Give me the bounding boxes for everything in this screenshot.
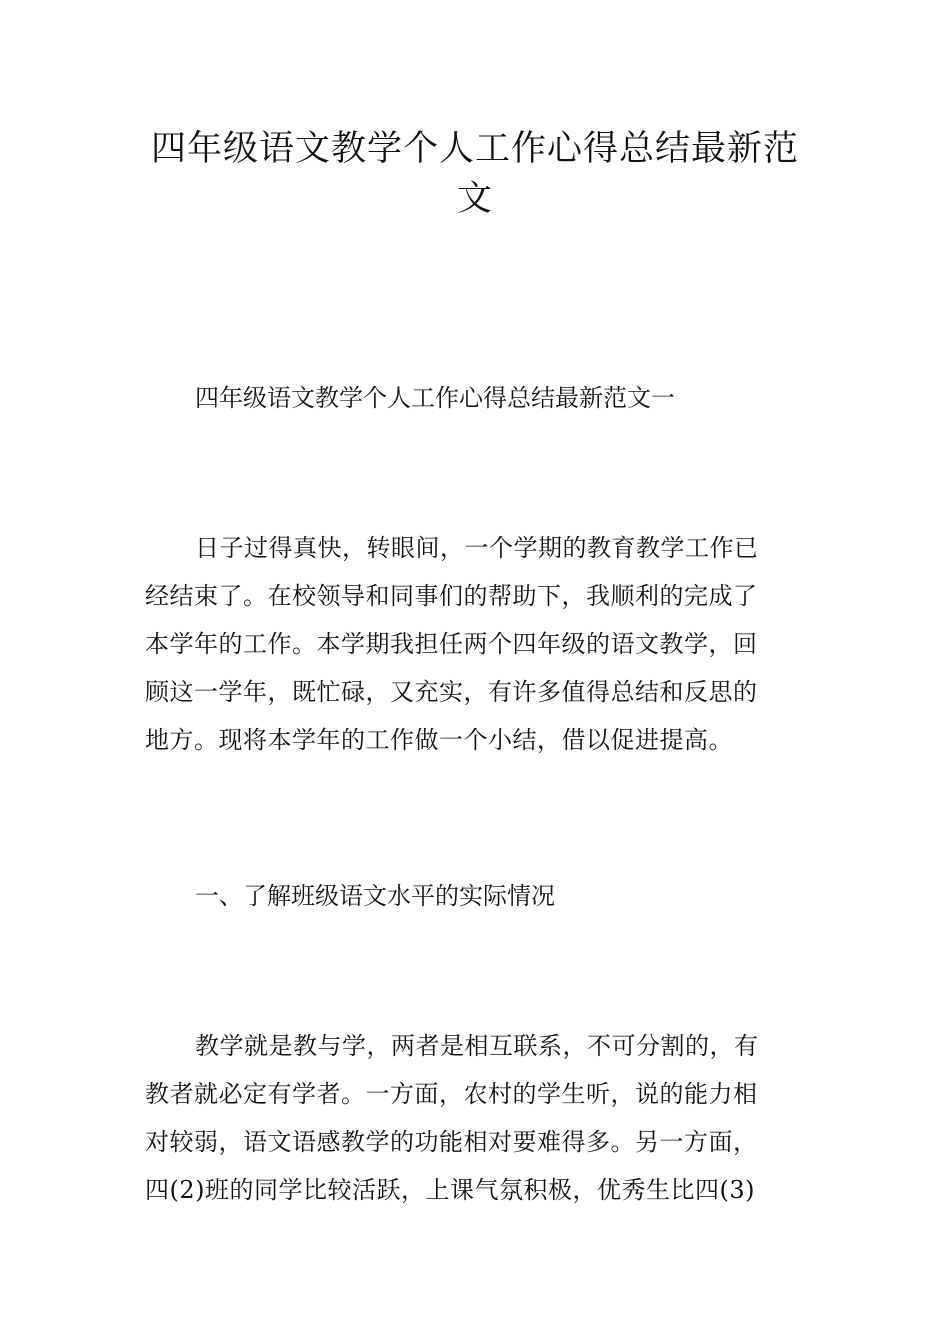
paragraph-line: 经结束了。在校领导和同事们的帮助下，我顺利的完成了: [145, 582, 758, 610]
paragraph-line: 教学就是教与学，两者是相互联系，不可分割的，有: [195, 1032, 759, 1060]
title-line-2: 文: [456, 179, 493, 219]
paragraph-intro: [145, 524, 805, 764]
paragraph-line: 本学年的工作。本学期我担任两个四年级的语文教学，回: [145, 630, 758, 658]
paragraph-line: 教者就必定有学者。一方面，农村的学生听，说的能力相: [145, 1080, 758, 1108]
section-heading-1: 一、了解班级语文水平的实际情况: [195, 882, 555, 910]
paragraph-line: 四(2)班的同学比较活跃，上课气氛积极，优秀生比四(3): [145, 1176, 755, 1204]
paragraph-line: 日子过得真快，转眼间，一个学期的教育教学工作已: [195, 534, 759, 562]
paragraph-section-1: [145, 1022, 805, 1214]
subtitle-heading: 四年级语文教学个人工作心得总结最新范文一: [195, 384, 675, 412]
document-title: [145, 124, 805, 224]
title-line-1: 四年级语文教学个人工作心得总结最新范: [150, 129, 799, 169]
paragraph-line: 地方。现将本学年的工作做一个小结，借以促进提高。: [145, 726, 733, 754]
paragraph-line: 顾这一学年，既忙碌，又充实，有许多值得总结和反思的: [145, 678, 758, 706]
paragraph-line: 对较弱，语文语感教学的功能相对要难得多。另一方面，: [145, 1128, 758, 1156]
